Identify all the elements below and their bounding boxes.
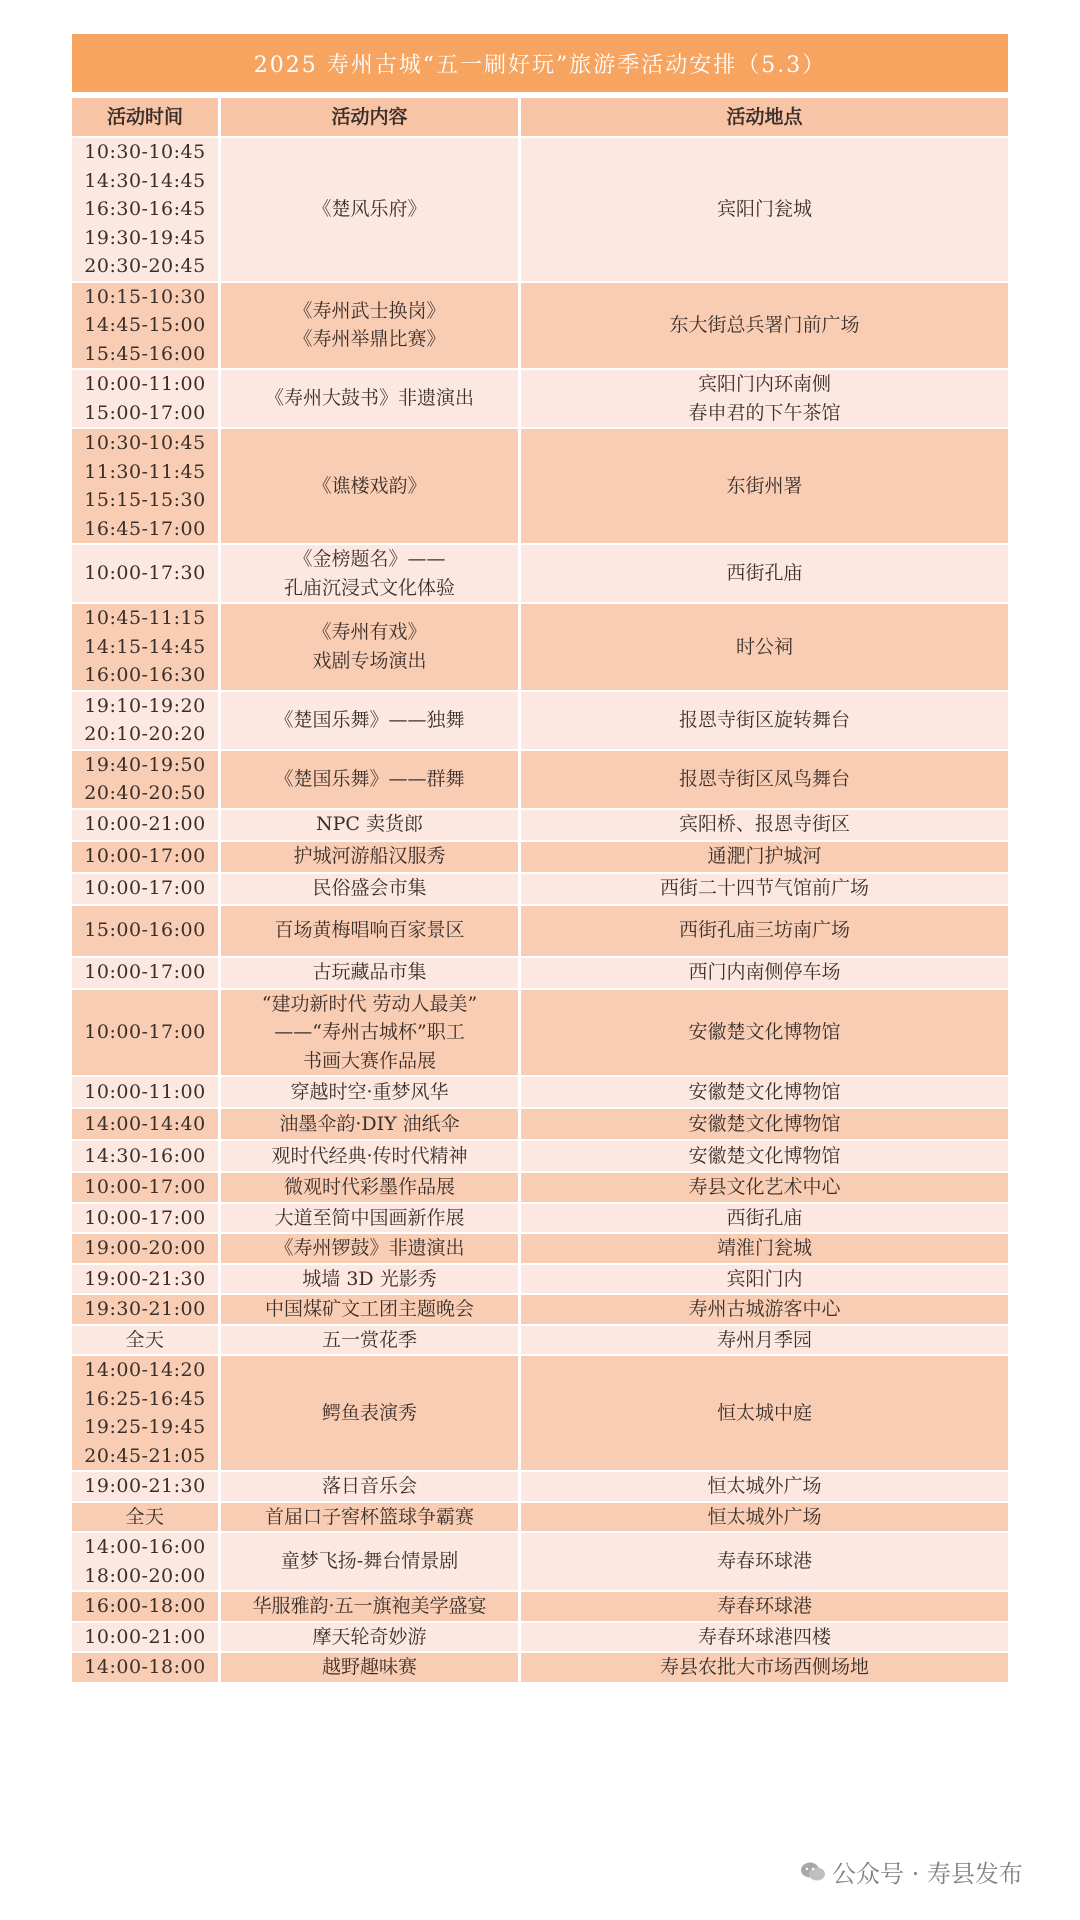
- table-row: [72, 751, 1008, 808]
- content-cell: NPC 卖货郎: [221, 810, 521, 840]
- table-row: [72, 1326, 1008, 1355]
- time-cell: 10:00-17:30: [72, 545, 221, 602]
- time-cell: 10:00-17:00: [72, 1204, 221, 1233]
- content-cell: 落日音乐会: [221, 1472, 521, 1501]
- time-cell: 10:45-11:15 14:15-14:45 16:00-16:30: [72, 604, 221, 690]
- table-row: [72, 1173, 1008, 1202]
- table-row: [72, 1204, 1008, 1233]
- table-row: [72, 692, 1008, 749]
- content-cell: 《谯楼戏韵》: [221, 429, 521, 543]
- place-cell: 恒太城中庭: [521, 1356, 1008, 1470]
- content-cell: 越野趣味赛: [221, 1653, 521, 1682]
- table-row: [72, 1623, 1008, 1652]
- table-row: [72, 429, 1008, 543]
- place-cell: 通淝门护城河: [521, 842, 1008, 872]
- table-row: [72, 1503, 1008, 1532]
- time-cell: 10:00-17:00: [72, 990, 221, 1076]
- place-cell: 宾阳门瓮城: [521, 138, 1008, 281]
- place-cell: 西门内南侧停车场: [521, 958, 1008, 988]
- table-row: [72, 1265, 1008, 1294]
- time-cell: 19:10-19:20 20:10-20:20: [72, 692, 221, 749]
- place-cell: 宾阳门内: [521, 1265, 1008, 1294]
- table-row: [72, 1109, 1008, 1139]
- header-place: 活动地点: [521, 98, 1008, 136]
- place-cell: 寿州古城游客中心: [521, 1295, 1008, 1324]
- time-cell: 全天: [72, 1326, 221, 1355]
- time-cell: 10:30-10:45 11:30-11:45 15:15-15:30 16:45-17:00: [72, 429, 221, 543]
- time-cell: 10:00-17:00: [72, 958, 221, 988]
- content-cell: 《寿州武士换岗》 《寿州举鼎比赛》: [221, 283, 521, 369]
- table-header-row: [72, 98, 1008, 136]
- content-cell: 《寿州锣鼓》非遗演出: [221, 1234, 521, 1263]
- time-cell: 19:00-21:30: [72, 1265, 221, 1294]
- content-cell: 《金榜题名》—— 孔庙沉浸式文化体验: [221, 545, 521, 602]
- place-cell: 安徽楚文化博物馆: [521, 1077, 1008, 1107]
- header-content: 活动内容: [221, 98, 521, 136]
- content-cell: 中国煤矿文工团主题晚会: [221, 1295, 521, 1324]
- content-cell: 城墙 3D 光影秀: [221, 1265, 521, 1294]
- time-cell: 19:40-19:50 20:40-20:50: [72, 751, 221, 808]
- time-cell: 10:00-17:00: [72, 842, 221, 872]
- time-cell: 14:00-16:00 18:00-20:00: [72, 1533, 221, 1590]
- schedule-sheet: [72, 34, 1008, 1684]
- table-row: [72, 874, 1008, 904]
- table-row: [72, 1234, 1008, 1263]
- table-row: [72, 810, 1008, 840]
- table-row: [72, 1472, 1008, 1501]
- place-cell: 报恩寺街区凤鸟舞台: [521, 751, 1008, 808]
- time-cell: 14:00-14:20 16:25-16:45 19:25-19:45 20:45-21:05: [72, 1356, 221, 1470]
- time-cell: 19:00-21:30: [72, 1472, 221, 1501]
- time-cell: 19:30-21:00: [72, 1295, 221, 1324]
- schedule-table: [72, 96, 1008, 1684]
- place-cell: 安徽楚文化博物馆: [521, 1141, 1008, 1171]
- place-cell: 恒太城外广场: [521, 1472, 1008, 1501]
- time-cell: 10:00-17:00: [72, 1173, 221, 1202]
- table-row: [72, 906, 1008, 956]
- watermark-text: 公众号 · 寿县发布: [832, 1860, 1023, 1888]
- content-cell: 穿越时空·重梦风华: [221, 1077, 521, 1107]
- time-cell: 10:00-11:00: [72, 1077, 221, 1107]
- place-cell: 时公祠: [521, 604, 1008, 690]
- content-cell: 民俗盛会市集: [221, 874, 521, 904]
- watermark: [800, 1854, 1023, 1889]
- content-cell: 《楚风乐府》: [221, 138, 521, 281]
- place-cell: 安徽楚文化博物馆: [521, 990, 1008, 1076]
- place-cell: 安徽楚文化博物馆: [521, 1109, 1008, 1139]
- time-cell: 15:00-16:00: [72, 906, 221, 956]
- table-row: [72, 1653, 1008, 1682]
- time-cell: 14:00-18:00: [72, 1653, 221, 1682]
- time-cell: 10:00-17:00: [72, 874, 221, 904]
- table-row: [72, 990, 1008, 1076]
- table-row: [72, 1592, 1008, 1621]
- place-cell: 寿春环球港: [521, 1533, 1008, 1590]
- content-cell: 护城河游船汉服秀: [221, 842, 521, 872]
- content-cell: 观时代经典·传时代精神: [221, 1141, 521, 1171]
- table-row: [72, 1356, 1008, 1470]
- content-cell: 华服雅韵·五一旗袍美学盛宴: [221, 1592, 521, 1621]
- content-cell: 大道至简中国画新作展: [221, 1204, 521, 1233]
- content-cell: 《寿州大鼓书》非遗演出: [221, 370, 521, 427]
- table-row: [72, 842, 1008, 872]
- place-cell: 报恩寺街区旋转舞台: [521, 692, 1008, 749]
- time-cell: 全天: [72, 1503, 221, 1532]
- table-row: [72, 138, 1008, 281]
- content-cell: “建功新时代 劳动人最美” ——“寿州古城杯”职工 书画大赛作品展: [221, 990, 521, 1076]
- table-row: [72, 283, 1008, 369]
- time-cell: 14:30-16:00: [72, 1141, 221, 1171]
- table-row: [72, 1295, 1008, 1324]
- content-cell: 鳄鱼表演秀: [221, 1356, 521, 1470]
- time-cell: 10:30-10:45 14:30-14:45 16:30-16:45 19:30-19:45 20:30-20:45: [72, 138, 221, 281]
- place-cell: 西街孔庙: [521, 1204, 1008, 1233]
- content-cell: 《寿州有戏》 戏剧专场演出: [221, 604, 521, 690]
- content-cell: 微观时代彩墨作品展: [221, 1173, 521, 1202]
- table-row: [72, 1141, 1008, 1171]
- content-cell: 《楚国乐舞》——群舞: [221, 751, 521, 808]
- content-cell: 摩天轮奇妙游: [221, 1623, 521, 1652]
- place-cell: 西街孔庙三坊南广场: [521, 906, 1008, 956]
- header-time: 活动时间: [72, 98, 221, 136]
- place-cell: 宾阳桥、报恩寺街区: [521, 810, 1008, 840]
- place-cell: 寿县农批大市场西侧场地: [521, 1653, 1008, 1682]
- place-cell: 寿春环球港四楼: [521, 1623, 1008, 1652]
- table-body: [72, 138, 1008, 1682]
- time-cell: 10:15-10:30 14:45-15:00 15:45-16:00: [72, 283, 221, 369]
- table-row: [72, 604, 1008, 690]
- time-cell: 10:00-21:00: [72, 810, 221, 840]
- place-cell: 寿春环球港: [521, 1592, 1008, 1621]
- content-cell: 百场黄梅唱响百家景区: [221, 906, 521, 956]
- time-cell: 19:00-20:00: [72, 1234, 221, 1263]
- place-cell: 西街二十四节气馆前广场: [521, 874, 1008, 904]
- place-cell: 西街孔庙: [521, 545, 1008, 602]
- content-cell: 古玩藏品市集: [221, 958, 521, 988]
- time-cell: 10:00-21:00: [72, 1623, 221, 1652]
- table-row: [72, 1077, 1008, 1107]
- wechat-icon: [800, 1861, 826, 1883]
- content-cell: 童梦飞扬-舞台情景剧: [221, 1533, 521, 1590]
- place-cell: 靖淮门瓮城: [521, 1234, 1008, 1263]
- content-cell: 《楚国乐舞》——独舞: [221, 692, 521, 749]
- content-cell: 五一赏花季: [221, 1326, 521, 1355]
- place-cell: 宾阳门内环南侧 春申君的下午茶馆: [521, 370, 1008, 427]
- place-cell: 东大街总兵署门前广场: [521, 283, 1008, 369]
- place-cell: 寿州月季园: [521, 1326, 1008, 1355]
- time-cell: 16:00-18:00: [72, 1592, 221, 1621]
- content-cell: 油墨伞韵·DIY 油纸伞: [221, 1109, 521, 1139]
- place-cell: 寿县文化艺术中心: [521, 1173, 1008, 1202]
- time-cell: 10:00-11:00 15:00-17:00: [72, 370, 221, 427]
- content-cell: 首届口子窖杯篮球争霸赛: [221, 1503, 521, 1532]
- page-title: 2025 寿州古城“五一刷好玩”旅游季活动安排（5.3）: [72, 34, 1008, 92]
- place-cell: 东街州署: [521, 429, 1008, 543]
- table-row: [72, 958, 1008, 988]
- table-row: [72, 370, 1008, 427]
- place-cell: 恒太城外广场: [521, 1503, 1008, 1532]
- table-row: [72, 1533, 1008, 1590]
- time-cell: 14:00-14:40: [72, 1109, 221, 1139]
- table-row: [72, 545, 1008, 602]
